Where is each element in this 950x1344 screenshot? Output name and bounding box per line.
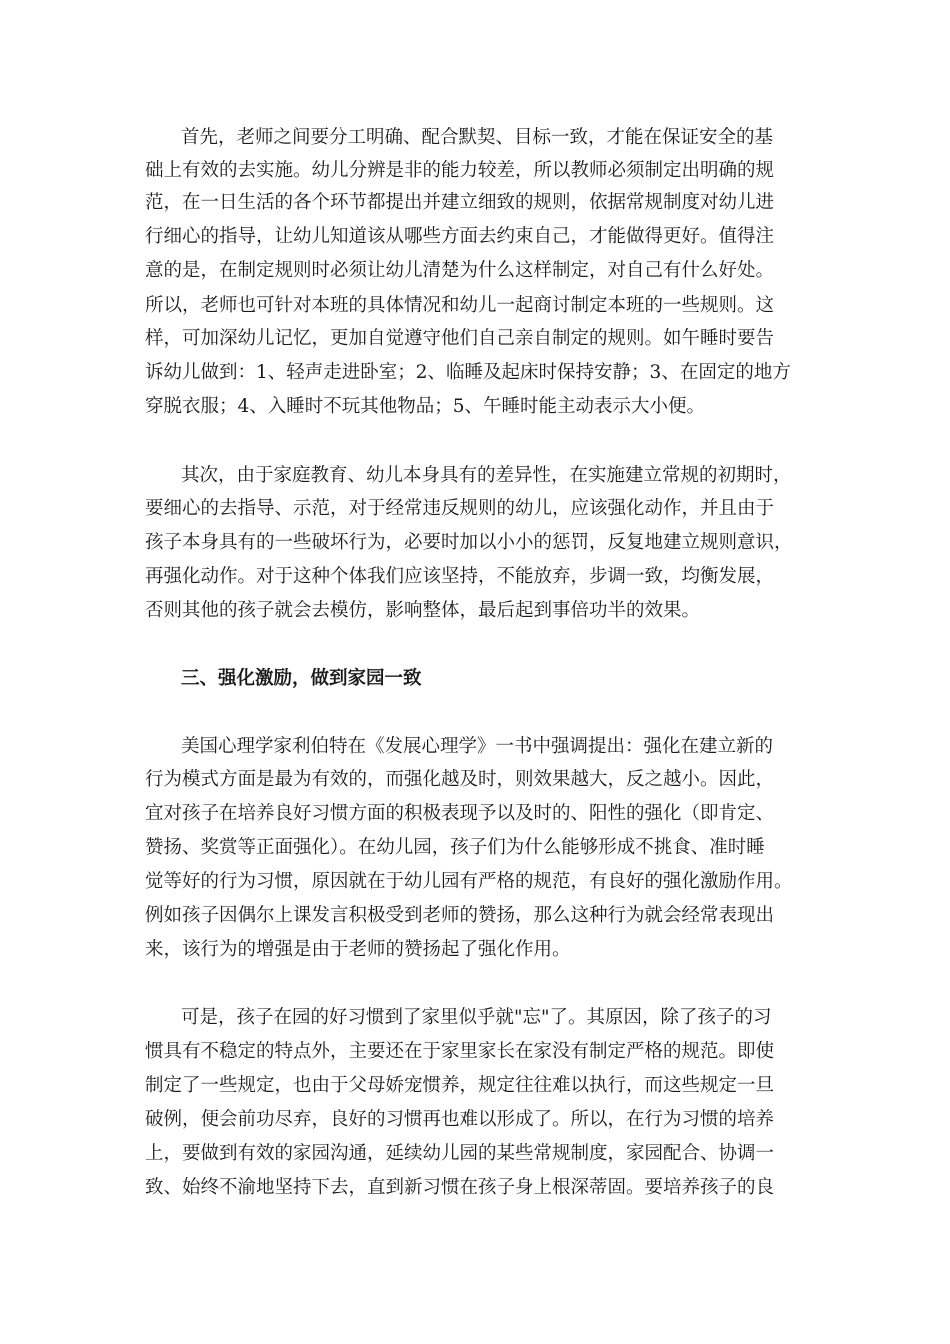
- text-line: 意的是，在制定规则时必须让幼儿清楚为什么这样制定，对自己有什么好处。: [145, 260, 775, 281]
- text-line: 宜对孩子在培养良好习惯方面的积极表现予以及时的、阳性的强化（即肯定、: [145, 803, 775, 824]
- text-line: 诉幼儿做到：1、轻声走进卧室；2、临睡及起床时保持安静；3、在固定的地方: [145, 362, 791, 383]
- text-line: 否则其他的孩子就会去模仿，影响整体，最后起到事倍功半的效果。: [145, 600, 701, 621]
- text-line: 惯具有不稳定的特点外，主要还在于家里家长在家没有制定严格的规范。即使: [145, 1041, 775, 1062]
- text-line: 穿脱衣服；4、入睡时不玩其他物品；5、午睡时能主动表示大小便。: [145, 396, 706, 417]
- section-heading: 三、强化激励，做到家园一致: [181, 668, 422, 689]
- text-line: 范，在一日生活的各个环节都提出并建立细致的规则，依据常规制度对幼儿进: [145, 192, 775, 213]
- text-line: 可是，孩子在园的好习惯到了家里似乎就"忘"了。其原因，除了孩子的习: [181, 1007, 772, 1028]
- text-line: 样，可加深幼儿记忆，更加自觉遵守他们自己亲自制定的规则。如午睡时要告: [145, 328, 775, 349]
- text-line: 行细心的指导，让幼儿知道该从哪些方面去约束自己，才能做得更好。值得注: [145, 226, 775, 247]
- text-line: 致、始终不渝地坚持下去，直到新习惯在孩子身上根深蒂固。要培养孩子的良: [145, 1177, 775, 1198]
- text-line: 所以，老师也可针对本班的具体情况和幼儿一起商讨制定本班的一些规则。这: [145, 295, 775, 316]
- text-line: 美国心理学家利伯特在《发展心理学》一书中强调提出：强化在建立新的: [181, 736, 774, 757]
- text-line: 来，该行为的增强是由于老师的赞扬起了强化作用。: [145, 939, 571, 960]
- text-line: 觉等好的行为习惯，原因就在于幼儿园有严格的规范，有良好的强化激励作用。: [145, 871, 793, 892]
- text-line: 础上有效的去实施。幼儿分辨是非的能力较差，所以教师必须制定出明确的规: [145, 160, 775, 181]
- text-line: 破例，便会前功尽弃，良好的习惯再也难以形成了。所以，在行为习惯的培养: [145, 1109, 775, 1130]
- text-line: 上，要做到有效的家园沟通，延续幼儿园的某些常规制度，家园配合、协调一: [145, 1143, 775, 1164]
- text-line: 其次，由于家庭教育、幼儿本身具有的差异性，在实施建立常规的初期时，: [181, 465, 792, 486]
- text-line: 再强化动作。对于这种个体我们应该坚持，不能放弃，步调一致，均衡发展，: [145, 566, 775, 587]
- text-line: 要细心的去指导、示范，对于经常违反规则的幼儿，应该强化动作，并且由于: [145, 498, 775, 519]
- text-line: 行为模式方面是最为有效的，而强化越及时，则效果越大，反之越小。因此，: [145, 769, 775, 790]
- text-line: 赞扬、奖赏等正面强化）。在幼儿园，孩子们为什么能够形成不挑食、准时睡: [145, 837, 765, 858]
- text-line: 制定了一些规定，也由于父母娇宠惯养，规定往往难以执行，而这些规定一旦: [145, 1075, 775, 1096]
- text-line: 首先，老师之间要分工明确、配合默契、目标一致，才能在保证安全的基: [181, 127, 774, 148]
- text-line: 孩子本身具有的一些破坏行为，必要时加以小小的惩罚，反复地建立规则意识，: [145, 532, 793, 553]
- text-line: 例如孩子因偶尔上课发言积极受到老师的赞扬，那么这种行为就会经常表现出: [145, 905, 775, 926]
